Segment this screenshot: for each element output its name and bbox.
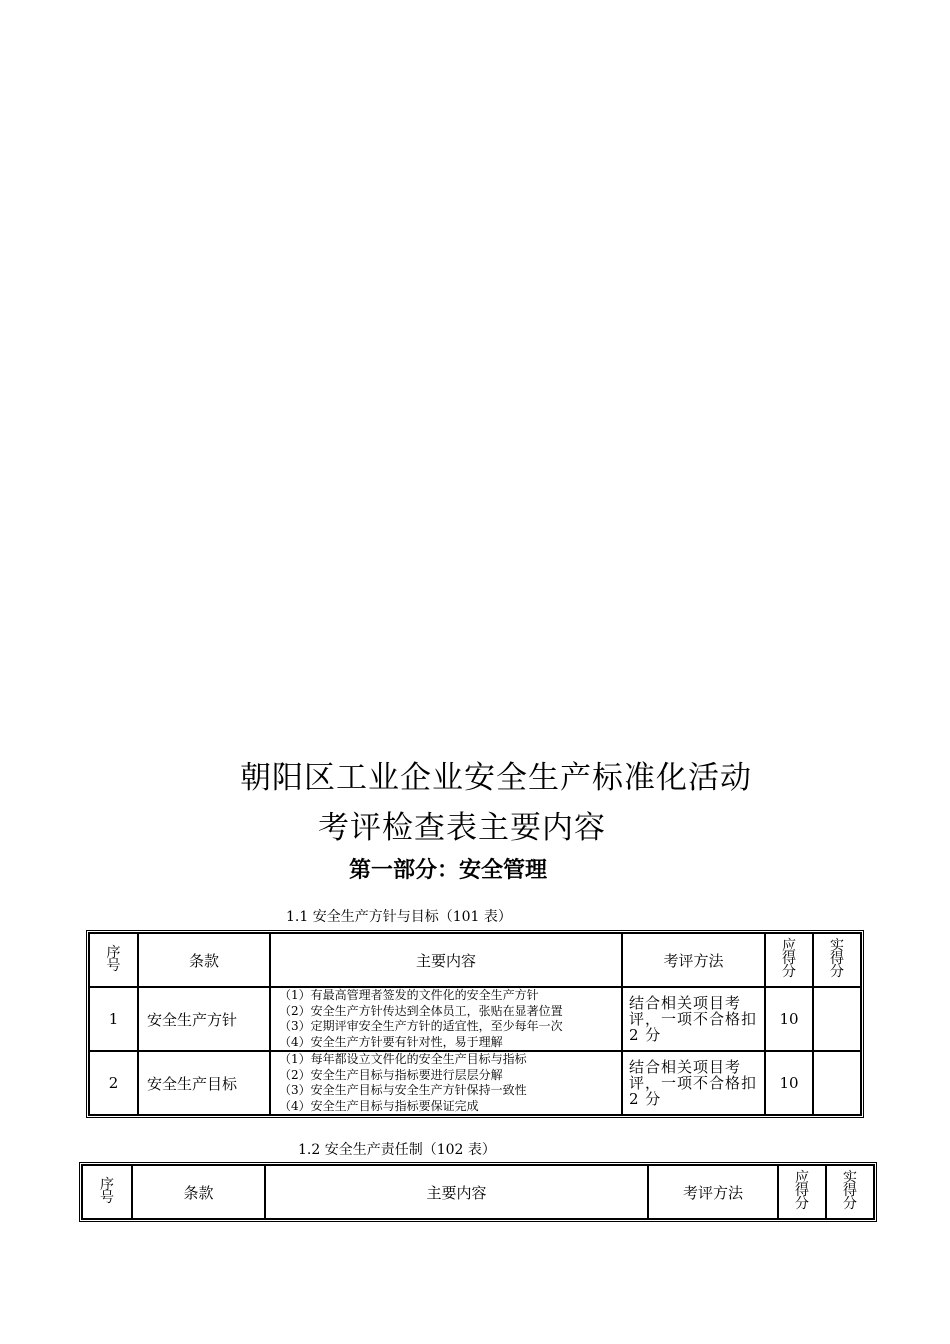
- row-seq: 1: [89, 987, 138, 1051]
- header-content: 主要内容: [270, 933, 622, 987]
- content-line: （3）定期评审安全生产方针的适宜性，至少每年一次: [279, 1019, 563, 1033]
- table2-caption: 1.2 安全生产责任制（102 表）: [298, 1142, 496, 1158]
- table-102: [79, 1162, 877, 1222]
- row-due-score: 10: [765, 987, 813, 1051]
- header-due-score: 应得分: [778, 1165, 826, 1219]
- table-101: [86, 930, 864, 1118]
- content-line: （1）每年都设立文件化的安全生产目标与指标: [279, 1052, 527, 1066]
- header-method: 考评方法: [622, 933, 765, 987]
- document-title-line2: 考评检查表主要内容: [318, 810, 606, 846]
- header-item: 条款: [132, 1165, 265, 1219]
- row-actual-score: [813, 987, 861, 1051]
- content-line: （4）安全生产方针要有针对性，易于理解: [279, 1034, 503, 1049]
- part-heading: 第一部分：安全管理: [349, 858, 548, 883]
- row-actual-score: [813, 1051, 861, 1115]
- table-header-row: [89, 933, 861, 987]
- row-seq: 2: [89, 1051, 138, 1115]
- table1-caption: 1.1 安全生产方针与目标（101 表）: [286, 909, 512, 925]
- table-row: [89, 987, 861, 1051]
- row-item: 安全生产目标: [138, 1051, 270, 1115]
- header-content: 主要内容: [265, 1165, 648, 1219]
- header-item: 条款: [138, 933, 270, 987]
- header-seq: 序号: [89, 933, 138, 987]
- content-line: （3）安全生产目标与安全生产方针保持一致性: [279, 1083, 527, 1097]
- header-due-score: 应得分: [765, 933, 813, 987]
- row-method: 结合相关项目考评，一项不合格扣 2 分: [622, 1051, 765, 1115]
- content-line: （2）安全生产方针传达到全体员工，张贴在显著位置: [279, 1003, 563, 1018]
- row-content: [270, 1051, 622, 1115]
- table-header-row: [82, 1165, 874, 1219]
- header-actual-score: 实得分: [813, 933, 861, 987]
- content-line: （4）安全生产目标与指标要保证完成: [279, 1098, 479, 1113]
- table-row: [89, 1051, 861, 1115]
- row-method: 结合相关项目考评，一项不合格扣 2 分: [622, 987, 765, 1051]
- content-line: （2）安全生产目标与指标要进行层层分解: [279, 1067, 503, 1082]
- header-seq: 序号: [82, 1165, 132, 1219]
- row-content: [270, 987, 622, 1051]
- row-due-score: 10: [765, 1051, 813, 1115]
- document-title-line1: 朝阳区工业企业安全生产标准化活动: [240, 760, 752, 796]
- header-actual-score: 实得分: [826, 1165, 874, 1219]
- row-item: 安全生产方针: [138, 987, 270, 1051]
- header-method: 考评方法: [648, 1165, 778, 1219]
- content-line: （1）有最高管理者签发的文件化的安全生产方针: [279, 988, 539, 1002]
